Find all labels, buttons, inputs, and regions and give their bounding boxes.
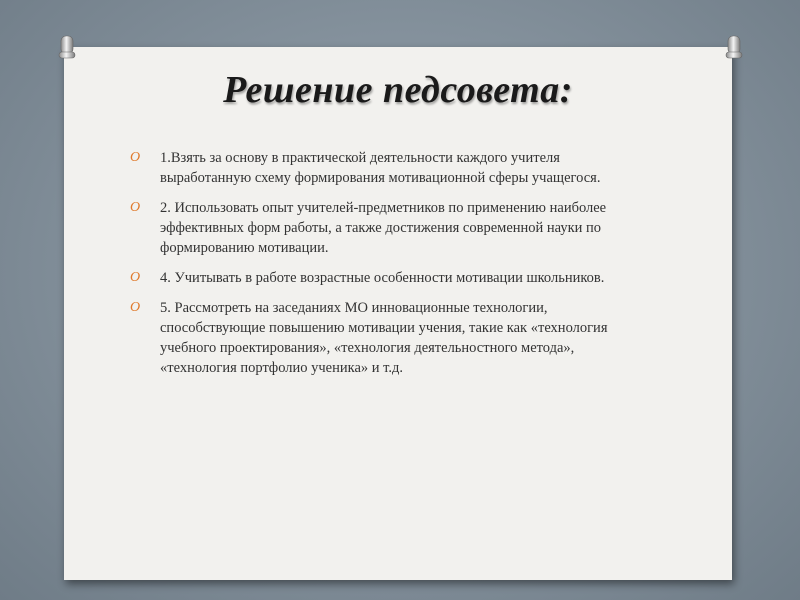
slide-title: Решение педсовета: (223, 69, 573, 111)
list-item (130, 298, 650, 378)
bullet-icon: O (130, 270, 141, 285)
list-item-text: 4. Учитывать в работе возрастные особенности мотивации школьников. (160, 270, 605, 286)
bullet-icon: O (130, 200, 141, 215)
list-item-text: 5. Рассмотреть на заседаниях МО инновационные технологии, способствующие повышению мотивации учения, такие как «технология учебного проектирования», «технология деятельностного метода», «технология портфолио ученика» и т.д. (160, 300, 608, 376)
list-item (130, 148, 650, 188)
decision-list (130, 148, 650, 388)
bullet-icon: O (130, 150, 141, 165)
list-item (130, 268, 650, 288)
list-item-text: 1.Взять за основу в практической деятельности каждого учителя выработанную схему формирования мотивационной сферы учащегося. (160, 150, 601, 186)
list-item-text: 2. Использовать опыт учителей-предметников по применению наиболее эффективных форм работы, а также достижения современной науки по формированию мотивации. (160, 200, 607, 256)
bullet-icon: O (130, 300, 141, 315)
pushpin-icon (57, 34, 77, 64)
pushpin-icon (724, 34, 744, 64)
list-item (130, 198, 650, 258)
